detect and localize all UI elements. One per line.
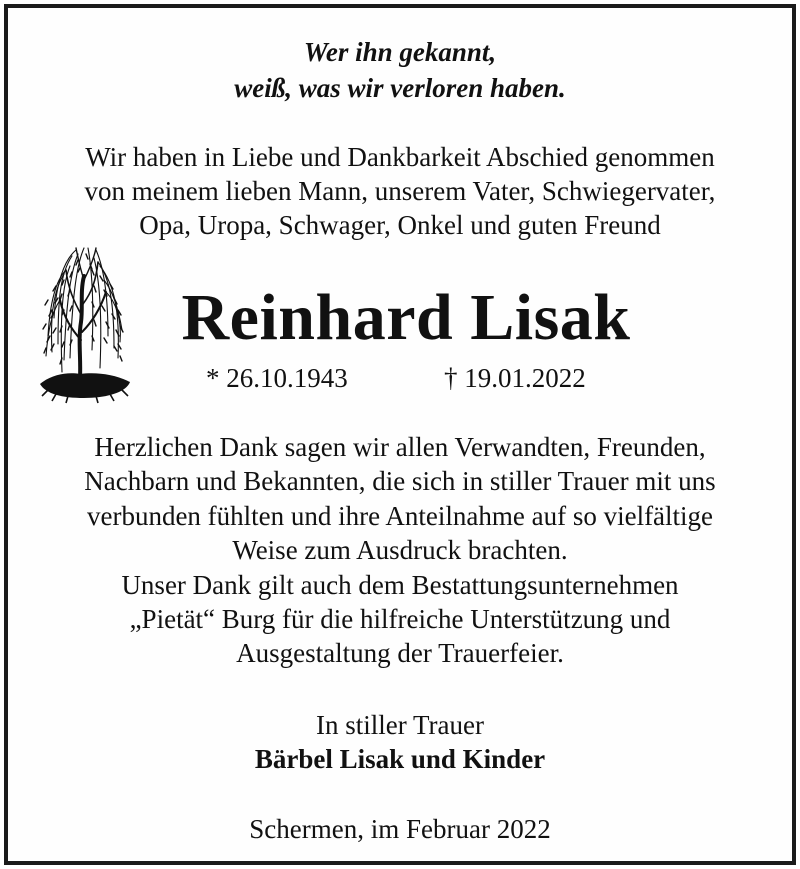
birth-date: * 26.10.1943	[206, 363, 348, 393]
mourners-names: Bärbel Lisak und Kinder	[254, 744, 546, 774]
death-date: † 19.01.2022	[444, 363, 586, 393]
place-date: Schermen, im Februar 2022	[249, 814, 551, 844]
thanks-line: Weise zum Ausdruck brachten.	[232, 535, 568, 566]
motto-line-1: Wer ihn gekannt,	[303, 37, 497, 67]
thanks-line: Ausgestaltung der Trauerfeier.	[236, 638, 564, 669]
thanks-line: Herzlichen Dank sagen wir allen Verwandten, Freunden,	[94, 432, 706, 462]
thanks-line: Nachbarn und Bekannten, die sich in stiller Trauer mit uns	[84, 466, 716, 497]
deceased-name: Reinhard Lisak	[181, 281, 631, 354]
intro-text	[8, 140, 792, 242]
mourning-label: In stiller Trauer	[316, 710, 484, 740]
motto-line-2: weiß, was wir verloren haben.	[234, 73, 566, 103]
obituary-frame	[4, 4, 796, 865]
thanks-line: verbunden fühlten und ihre Anteilnahme auf so vielfältige	[86, 500, 714, 531]
thanks-line: Unser Dank gilt auch dem Bestattungsunternehmen	[121, 569, 679, 600]
intro-line: Opa, Uropa, Schwager, Onkel und guten Freund	[139, 210, 661, 240]
intro-line: von meinem lieben Mann, unserem Vater, Schwiegervater,	[84, 176, 716, 206]
thanks-text	[8, 430, 792, 671]
intro-line: Wir haben in Liebe und Dankbarkeit Abschied genommen	[85, 142, 715, 172]
thanks-line: „Pietät“ Burg für die hilfreiche Unterstützung und	[129, 604, 671, 635]
